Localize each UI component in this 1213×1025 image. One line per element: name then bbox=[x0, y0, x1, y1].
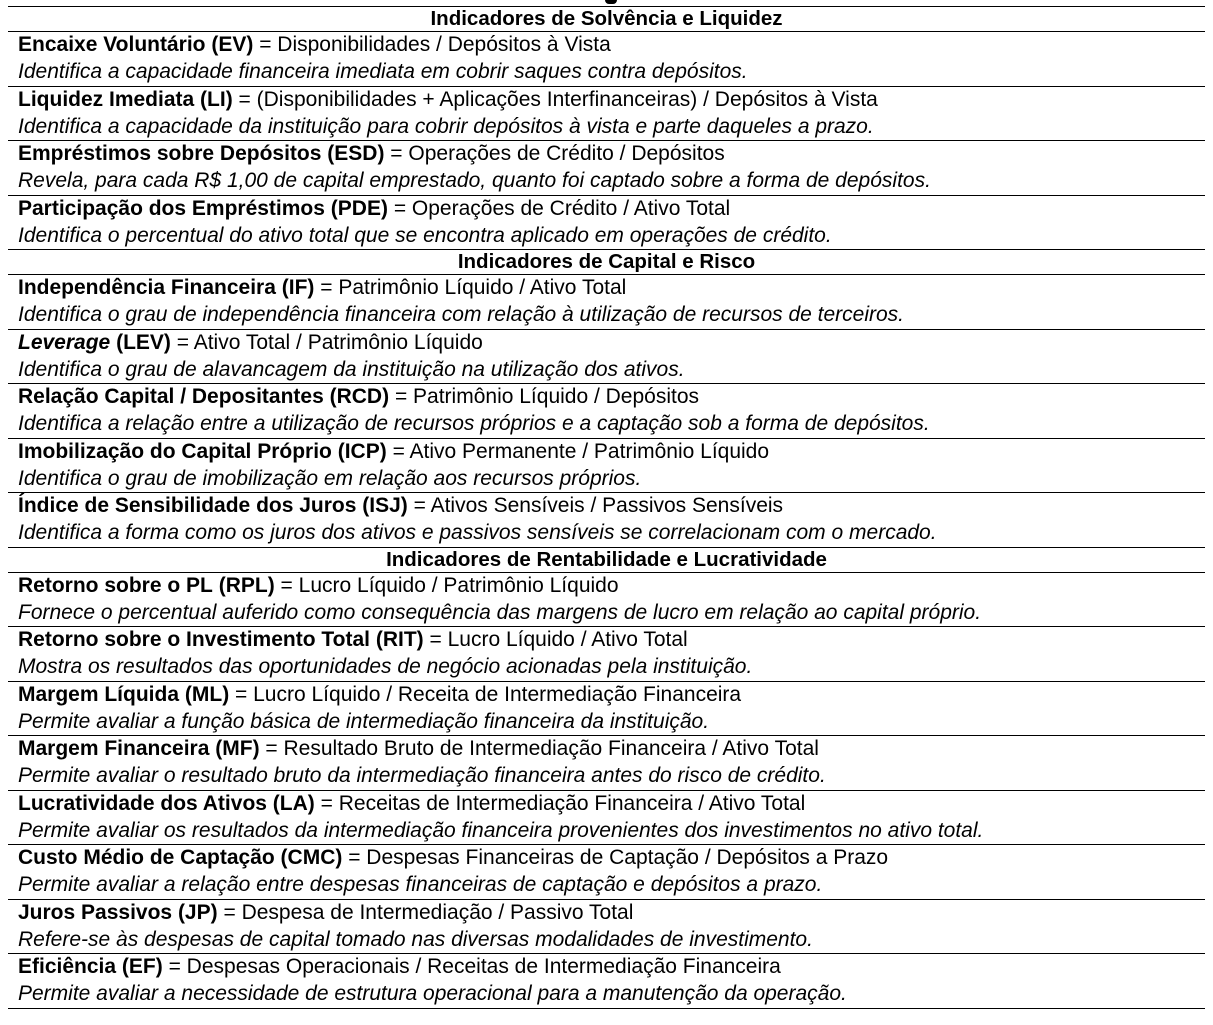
indicator-formula-line bbox=[18, 900, 1205, 926]
indicator-abbreviation: (CMC) bbox=[280, 846, 343, 869]
indicator-name: Margem Líquida bbox=[18, 682, 180, 706]
section-header: Indicadores de Rentabilidade e Lucratividade bbox=[8, 548, 1205, 573]
indicator-formula-line bbox=[18, 791, 1205, 817]
indicator-formula-line bbox=[18, 439, 1205, 465]
indicator-name: Liquidez Imediata bbox=[18, 87, 195, 111]
indicator-description: Permite avaliar a relação entre despesas financeiras de captação e depósitos a prazo. bbox=[18, 873, 823, 896]
indicator-description: Fornece o percentual auferido como consequência das margens de lucro em relação ao capital próprio. bbox=[18, 600, 982, 624]
indicator-description: Identifica a capacidade financeira imediata em cobrir saques contra depósitos. bbox=[18, 60, 748, 83]
indicator-abbreviation: (ML) bbox=[184, 682, 230, 706]
indicator-row bbox=[8, 682, 1205, 737]
indicator-abbreviation: (RPL) bbox=[218, 573, 275, 597]
indicator-formula: = Resultado Bruto de Intermediação Financeira / Ativo Total bbox=[265, 737, 819, 760]
indicator-formula-line bbox=[18, 141, 1205, 167]
indicator-abbreviation: (PDE) bbox=[330, 196, 388, 220]
indicator-description: Permite avaliar o resultado bruto da intermediação financeira antes do risco de crédito. bbox=[18, 764, 826, 787]
indicator-formula: = Despesa de Intermediação / Passivo Total bbox=[223, 900, 634, 924]
indicator-name: Participação dos Empréstimos bbox=[18, 196, 325, 220]
indicator-abbreviation: (ICP) bbox=[337, 439, 387, 463]
indicator-name: Custo Médio de Captação bbox=[18, 846, 275, 869]
indicator-abbreviation: (LA) bbox=[272, 791, 315, 815]
indicator-name: Imobilização do Capital Próprio bbox=[18, 439, 332, 463]
indicator-row bbox=[8, 196, 1205, 251]
indicator-row bbox=[8, 330, 1205, 385]
indicator-row bbox=[8, 275, 1205, 330]
indicator-row bbox=[8, 954, 1205, 1009]
indicator-row bbox=[8, 791, 1205, 846]
indicator-abbreviation: (RCD) bbox=[329, 385, 390, 408]
indicator-abbreviation: (LI) bbox=[200, 87, 233, 111]
indicator-name: Leverage bbox=[18, 330, 111, 354]
indicator-description: Identifica o grau de independência financeira com relação à utilização de recursos de terceiros. bbox=[18, 303, 905, 326]
indicator-name: Retorno sobre o PL bbox=[18, 573, 213, 597]
indicator-table bbox=[8, 0, 1205, 1009]
indicator-row bbox=[8, 493, 1205, 548]
indicator-row bbox=[8, 900, 1205, 955]
indicator-name: Empréstimos sobre Depósitos bbox=[18, 142, 322, 165]
indicator-row bbox=[8, 32, 1205, 87]
indicator-abbreviation: (ISJ) bbox=[362, 494, 408, 517]
indicator-abbreviation: (RIT) bbox=[375, 628, 424, 651]
indicator-name: Relação Capital / Depositantes bbox=[18, 385, 324, 408]
indicator-row bbox=[8, 627, 1205, 682]
indicator-formula: = Despesas Financeiras de Captação / Depósitos a Prazo bbox=[348, 846, 889, 869]
indicator-formula-line bbox=[18, 275, 1205, 301]
indicator-name: Eficiência bbox=[18, 955, 117, 978]
indicator-formula-line bbox=[18, 736, 1205, 762]
indicator-description: Identifica a relação entre a utilização de recursos próprios e a captação sob a forma de depósitos. bbox=[18, 412, 930, 435]
section-header: Indicadores de Capital e Risco bbox=[8, 250, 1205, 275]
indicator-description: Revela, para cada R$ 1,00 de capital emprestado, quanto foi captado sobre a forma de depósitos. bbox=[18, 169, 931, 192]
indicator-name: Índice de Sensibilidade dos Juros bbox=[18, 494, 357, 517]
indicator-formula: = Lucro Líquido / Patrimônio Líquido bbox=[280, 573, 619, 597]
indicator-formula: = (Disponibilidades + Aplicações Interfinanceiras) / Depósitos à Vista bbox=[238, 87, 878, 111]
indicator-formula-line bbox=[18, 954, 1205, 980]
indicator-row bbox=[8, 384, 1205, 439]
section-header: Indicadores de Solvência e Liquidez bbox=[8, 7, 1205, 32]
indicator-formula-line bbox=[18, 845, 1205, 871]
indicator-description: Identifica o percentual do ativo total que se encontra aplicado em operações de crédito. bbox=[18, 223, 832, 247]
indicator-name: Margem Financeira bbox=[18, 737, 210, 760]
indicator-formula-line bbox=[18, 573, 1205, 599]
indicator-formula: = Operações de Crédito / Depósitos bbox=[390, 142, 725, 165]
indicator-name: Lucratividade dos Ativos bbox=[18, 791, 267, 815]
indicator-formula: = Lucro Líquido / Ativo Total bbox=[429, 628, 688, 651]
indicator-name: Independência Financeira bbox=[18, 276, 276, 299]
indicator-formula-line bbox=[18, 384, 1205, 410]
indicator-description: Identifica a capacidade da instituição para cobrir depósitos à vista e parte daqueles a prazo. bbox=[18, 114, 874, 138]
table-body bbox=[8, 7, 1205, 1009]
indicator-description: Permite avaliar os resultados da intermediação financeira provenientes dos investimentos no ativo total. bbox=[18, 818, 984, 842]
indicator-description: Identifica a forma como os juros dos ativos e passivos sensíveis se correlacionam com o mercado. bbox=[18, 521, 937, 544]
top-strip bbox=[8, 0, 1205, 7]
indicator-description: Refere-se às despesas de capital tomado nas diversas modalidades de investimento. bbox=[18, 927, 813, 951]
indicator-description: Identifica o grau de imobilização em relação aos recursos próprios. bbox=[18, 466, 642, 490]
indicator-formula: = Despesas Operacionais / Receitas de Intermediação Financeira bbox=[168, 955, 781, 978]
indicator-name: Encaixe Voluntário bbox=[18, 33, 206, 56]
indicator-formula-line bbox=[18, 627, 1205, 653]
indicator-abbreviation: (IF) bbox=[281, 276, 315, 299]
indicator-abbreviation: (EV) bbox=[211, 33, 254, 56]
indicator-name: Retorno sobre o Investimento Total bbox=[18, 628, 370, 651]
indicator-description: Mostra os resultados das oportunidades de negócio acionadas pela instituição. bbox=[18, 655, 753, 678]
indicator-formula-line bbox=[18, 330, 1205, 356]
indicator-formula: = Ativo Total / Patrimônio Líquido bbox=[176, 330, 483, 354]
indicator-formula-line bbox=[18, 493, 1205, 519]
indicator-abbreviation: (ESD) bbox=[327, 142, 385, 165]
indicator-abbreviation: (JP) bbox=[177, 900, 218, 924]
indicator-name: Juros Passivos bbox=[18, 900, 173, 924]
indicator-row bbox=[8, 439, 1205, 494]
indicator-formula: = Patrimônio Líquido / Ativo Total bbox=[320, 276, 627, 299]
indicator-formula: = Disponibilidades / Depósitos à Vista bbox=[259, 33, 611, 56]
indicator-formula: = Receitas de Intermediação Financeira / Ativo Total bbox=[320, 791, 806, 815]
indicator-formula: = Patrimônio Líquido / Depósitos bbox=[394, 385, 700, 408]
indicator-description: Permite avaliar a função básica de intermediação financeira da instituição. bbox=[18, 709, 710, 733]
indicator-formula: = Lucro Líquido / Receita de Intermediação Financeira bbox=[235, 682, 742, 706]
indicator-row bbox=[8, 573, 1205, 628]
indicator-formula: = Ativo Permanente / Patrimônio Líquido bbox=[392, 439, 770, 463]
indicator-formula-line bbox=[18, 682, 1205, 708]
indicator-description: Identifica o grau de alavancagem da instituição na utilização dos ativos. bbox=[18, 357, 685, 381]
indicator-formula: = Ativos Sensíveis / Passivos Sensíveis bbox=[413, 494, 784, 517]
indicator-formula: = Operações de Crédito / Ativo Total bbox=[393, 196, 731, 220]
indicator-abbreviation: (MF) bbox=[215, 737, 260, 760]
indicator-formula-line bbox=[18, 87, 1205, 113]
indicator-abbreviation: (LEV) bbox=[116, 330, 171, 354]
indicator-abbreviation: (EF) bbox=[121, 955, 163, 978]
indicator-row bbox=[8, 736, 1205, 791]
indicator-row bbox=[8, 87, 1205, 142]
cropped-title-fragment bbox=[605, 0, 617, 4]
indicator-row bbox=[8, 141, 1205, 196]
indicator-formula-line bbox=[18, 32, 1205, 58]
indicator-formula-line bbox=[18, 196, 1205, 222]
indicator-row bbox=[8, 845, 1205, 900]
indicator-description: Permite avaliar a necessidade de estrutura operacional para a manutenção da operação. bbox=[18, 982, 847, 1005]
